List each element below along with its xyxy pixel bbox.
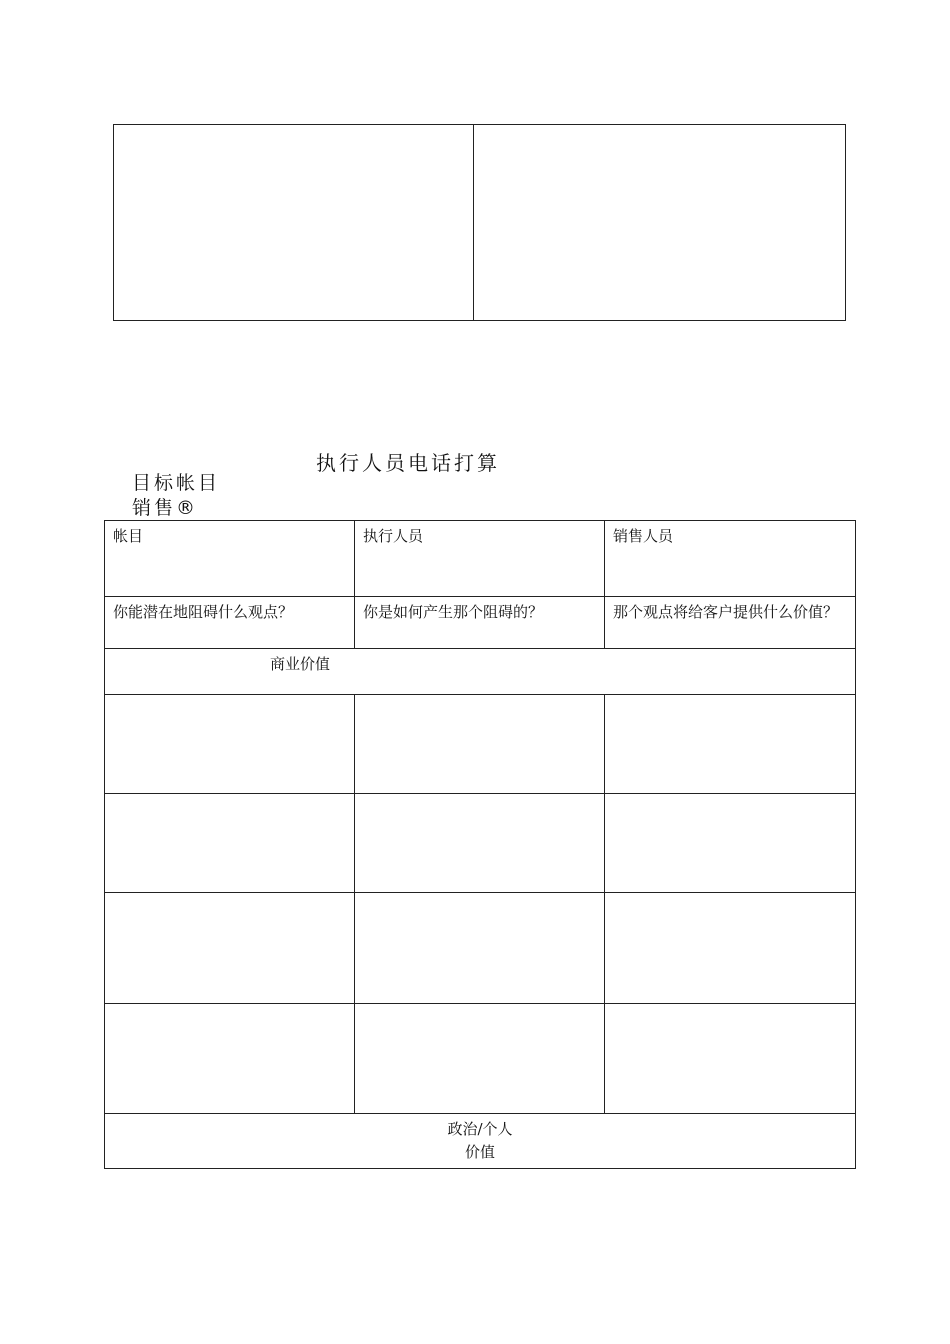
table-row bbox=[105, 794, 856, 893]
entry-cell[interactable] bbox=[355, 695, 605, 794]
political-value-label-line2: 价值 bbox=[464, 1143, 495, 1161]
entry-cell[interactable] bbox=[605, 893, 856, 1004]
political-value-row bbox=[105, 1114, 856, 1169]
business-value-label: 商业价值 bbox=[270, 655, 331, 673]
header-account: 帐目 bbox=[105, 521, 355, 597]
entry-cell[interactable] bbox=[605, 794, 856, 893]
table-row bbox=[105, 1004, 856, 1114]
political-value-label-line1: 政治/个人 bbox=[447, 1120, 513, 1138]
table-row bbox=[105, 893, 856, 1004]
entry-cell[interactable] bbox=[105, 794, 355, 893]
table-row bbox=[105, 695, 856, 794]
executive-call-plan-table bbox=[104, 520, 856, 1169]
entry-cell[interactable] bbox=[605, 1004, 856, 1114]
political-value-cell bbox=[105, 1114, 856, 1169]
table-header-row bbox=[105, 521, 856, 597]
business-value-cell bbox=[105, 649, 856, 695]
entry-cell[interactable] bbox=[355, 893, 605, 1004]
entry-cell[interactable] bbox=[355, 1004, 605, 1114]
top-box-left-cell[interactable] bbox=[114, 125, 474, 320]
page-title: 执行人员电话打算 bbox=[316, 451, 500, 475]
entry-cell[interactable] bbox=[355, 794, 605, 893]
entry-cell[interactable] bbox=[105, 695, 355, 794]
entry-cell[interactable] bbox=[605, 695, 856, 794]
sales-label: 销售® bbox=[132, 497, 199, 519]
entry-cell[interactable] bbox=[105, 893, 355, 1004]
question-value: 那个观点将给客户提供什么价值？ bbox=[605, 597, 856, 649]
header-salesperson: 销售人员 bbox=[605, 521, 856, 597]
top-blank-box bbox=[113, 124, 846, 321]
question-obstacle: 你能潜在地阻碍什么观点？ bbox=[105, 597, 355, 649]
question-row bbox=[105, 597, 856, 649]
top-box-right-cell[interactable] bbox=[474, 125, 845, 320]
header-executive: 执行人员 bbox=[355, 521, 605, 597]
target-account-label: 目标帐目 bbox=[132, 472, 221, 494]
entry-cell[interactable] bbox=[105, 1004, 355, 1114]
question-cause: 你是如何产生那个阻碍的？ bbox=[355, 597, 605, 649]
business-value-row bbox=[105, 649, 856, 695]
